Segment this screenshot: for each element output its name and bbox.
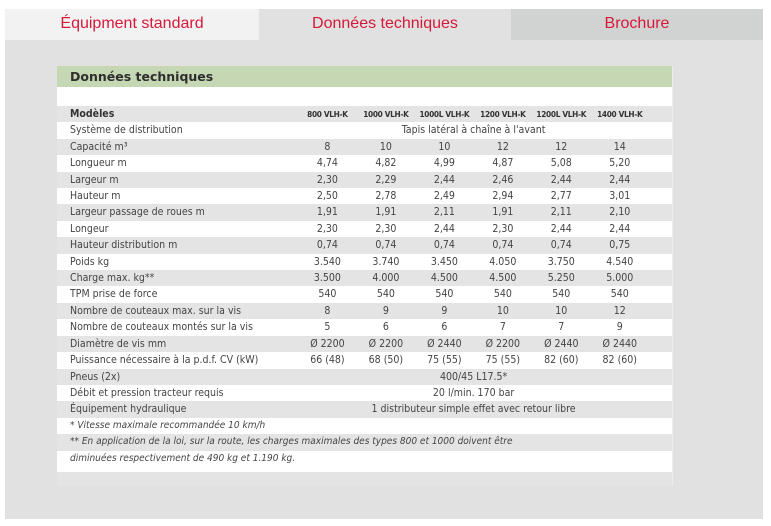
spacer: [649, 352, 672, 368]
card-title: Données techniques: [57, 66, 672, 87]
row-value: 0,74: [298, 237, 356, 253]
row-value: 2,78: [375, 190, 397, 203]
row-value: Ø 2440: [591, 336, 649, 352]
model-header: 1400 VLH-K: [591, 106, 649, 122]
model-header: 1000L VLH-K: [415, 106, 473, 122]
row-value: Ø 2440: [532, 336, 590, 352]
tab-bar: [5, 9, 763, 40]
row-value: 4,87: [492, 157, 514, 170]
row-value: 12: [532, 139, 590, 155]
spec-table: [57, 106, 672, 467]
row-value: 4.500: [474, 270, 532, 286]
spacer: [649, 303, 672, 319]
row-value: 4,82: [375, 157, 397, 170]
row-value: 75 (55): [485, 354, 521, 367]
spacer: [649, 254, 672, 270]
row-label: Longueur m: [70, 157, 127, 170]
row-label: Charge max. kg**: [57, 270, 298, 286]
table-row: [57, 336, 672, 352]
row-value: 2,30: [316, 222, 338, 235]
row-value: 6: [382, 321, 389, 334]
row-value-span: Tapis latéral à chaîne à l'avant: [401, 124, 546, 137]
row-value: 4.000: [357, 270, 415, 286]
table-row: [57, 139, 672, 155]
spacer: [649, 106, 672, 122]
row-value: 82 (60): [602, 354, 637, 367]
table-row: [57, 155, 672, 171]
row-value: 4.050: [489, 255, 517, 268]
row-value: 2,44: [550, 222, 572, 235]
row-value: 82 (60): [544, 354, 579, 367]
spacer: [649, 286, 672, 302]
table-row: [57, 221, 672, 237]
row-value: 8: [298, 139, 356, 155]
spacer: [649, 155, 672, 171]
row-value: 9: [616, 321, 623, 334]
tab-technical-data[interactable]: Données techniques: [259, 9, 511, 40]
spacer: [649, 221, 672, 237]
row-value: 540: [552, 288, 571, 301]
row-value: 540: [376, 288, 395, 301]
row-value: 2,30: [492, 222, 514, 235]
row-value: 5: [324, 321, 331, 334]
row-value: 8: [298, 303, 356, 319]
row-value: 3.500: [298, 270, 356, 286]
row-value: 540: [435, 288, 454, 301]
models-label: Modèles: [57, 106, 298, 122]
row-value: 0,74: [415, 237, 473, 253]
table-row: [57, 385, 672, 401]
table-row: [57, 122, 672, 138]
table-row: [57, 254, 672, 270]
tab-equipment-standard[interactable]: Équipment standard: [5, 9, 259, 40]
row-value: 2,46: [474, 172, 532, 188]
row-value: 5,20: [609, 157, 631, 170]
row-value: 540: [318, 288, 337, 301]
row-label: Hauteur distribution m: [57, 237, 298, 253]
model-header: 1200L VLH-K: [532, 106, 590, 122]
table-row: [57, 352, 672, 368]
row-label: Puissance nécessaire à la p.d.f. CV (kW): [70, 354, 259, 367]
row-value: 2,94: [492, 190, 514, 203]
row-value: 0,74: [357, 237, 415, 253]
row-label: Système de distribution: [70, 124, 183, 137]
row-value: 10: [357, 139, 415, 155]
row-value: 2,11: [415, 204, 473, 220]
row-value-span: 1 distributeur simple effet avec retour libre: [298, 401, 649, 417]
spacer: [649, 319, 672, 335]
row-value: 2,49: [433, 190, 455, 203]
row-value: 5.250: [532, 270, 590, 286]
row-value: 2,44: [532, 172, 590, 188]
row-label: Équipement hydraulique: [57, 401, 298, 417]
spacer: [649, 336, 672, 352]
table-row: [57, 401, 672, 417]
row-value: Ø 2200: [357, 336, 415, 352]
row-value: Ø 2200: [474, 336, 532, 352]
table-header-row: [57, 106, 672, 122]
row-value: 2,30: [298, 172, 356, 188]
table-row: [57, 270, 672, 286]
model-header: 1200 VLH-K: [474, 106, 532, 122]
row-label: Longeur: [70, 222, 109, 235]
row-value: 0,74: [532, 237, 590, 253]
footnote: ** En application de la loi, sur la route, les charges maximales des types 800 et 1000 doivent être: [57, 434, 672, 450]
row-value: 10: [415, 139, 473, 155]
row-label: Nombre de couteaux montés sur la vis: [70, 321, 253, 334]
spacer: [649, 172, 672, 188]
row-value: 4.540: [606, 255, 634, 268]
spacer: [649, 401, 672, 417]
table-row: [57, 188, 672, 204]
spacer: [649, 122, 672, 138]
row-label: Hauteur m: [70, 190, 121, 203]
row-value: 3.750: [547, 255, 575, 268]
row-value: 2,44: [415, 172, 473, 188]
footnote-row: [57, 451, 672, 467]
row-value: 3,01: [609, 190, 631, 203]
row-label: Nombre de couteaux max. sur la vis: [57, 303, 298, 319]
row-value: 3.740: [372, 255, 400, 268]
row-label: Pneus (2x): [57, 369, 298, 385]
row-value-span: 400/45 L17.5*: [298, 369, 649, 385]
card-footer-bar: [57, 472, 672, 486]
technical-data-card: [57, 66, 673, 486]
row-value: 3.450: [430, 255, 458, 268]
row-value: 0,74: [474, 237, 532, 253]
row-label: Largeur m: [57, 172, 298, 188]
row-value: 2,10: [591, 204, 649, 220]
tab-brochure[interactable]: Brochure: [511, 9, 763, 40]
footnote: diminuées respectivement de 490 kg et 1.190 kg.: [70, 452, 296, 464]
row-value: 2,29: [357, 172, 415, 188]
row-value: 12: [474, 139, 532, 155]
row-value: 14: [591, 139, 649, 155]
row-value: 2,30: [375, 222, 397, 235]
row-value: 1,91: [474, 204, 532, 220]
model-header: 800 VLH-K: [298, 106, 356, 122]
spacer: [649, 188, 672, 204]
row-label: Débit et pression tracteur requis: [70, 386, 224, 399]
row-value: 7: [558, 321, 565, 334]
row-value: 5.000: [591, 270, 649, 286]
row-value: 68 (50): [368, 354, 404, 367]
row-value: 7: [499, 321, 506, 334]
footnote: * Vitesse maximale recommandée 10 km/h: [70, 419, 266, 431]
spacer: [649, 237, 672, 253]
table-row: [57, 286, 672, 302]
spacer: [649, 385, 672, 401]
row-value: Ø 2200: [298, 336, 356, 352]
row-value: 2,77: [550, 190, 572, 203]
row-value: 540: [610, 288, 629, 301]
spacer: [649, 204, 672, 220]
row-value-span: 20 l/min. 170 bar: [432, 386, 515, 399]
row-label: Largeur passage de roues m: [57, 204, 298, 220]
table-row: [57, 369, 672, 385]
row-value: 2,44: [433, 222, 455, 235]
table-row: [57, 204, 672, 220]
row-value: 75 (55): [427, 354, 462, 367]
row-label: Capacité m³: [57, 139, 298, 155]
row-value: 5,08: [550, 157, 572, 170]
row-value: 2,44: [591, 172, 649, 188]
row-value: 2,44: [609, 222, 631, 235]
row-value: 66 (48): [310, 354, 345, 367]
table-row: [57, 237, 672, 253]
row-value: 9: [357, 303, 415, 319]
table-row: [57, 303, 672, 319]
table-row: [57, 172, 672, 188]
row-value: 4,74: [316, 157, 338, 170]
row-value: Ø 2440: [415, 336, 473, 352]
row-label: TPM prise de force: [70, 288, 158, 301]
row-value: 0,75: [591, 237, 649, 253]
tab-panel: [5, 40, 763, 519]
row-value: 1,91: [357, 204, 415, 220]
row-value: 6: [441, 321, 448, 334]
spacer: [649, 270, 672, 286]
row-value: 2,50: [316, 190, 338, 203]
row-value: 10: [474, 303, 532, 319]
footnote-row: [57, 418, 672, 434]
spacer: [649, 369, 672, 385]
model-header: 1000 VLH-K: [357, 106, 415, 122]
table-row: [57, 319, 672, 335]
row-value: 12: [591, 303, 649, 319]
row-value: 4.500: [415, 270, 473, 286]
row-label: Diamètre de vis mm: [57, 336, 298, 352]
row-value: 540: [493, 288, 512, 301]
row-value: 2,11: [532, 204, 590, 220]
row-label: Poids kg: [70, 255, 110, 268]
row-value: 10: [532, 303, 590, 319]
spacer: [649, 139, 672, 155]
row-value: 9: [415, 303, 473, 319]
row-value: 1,91: [298, 204, 356, 220]
footnote-row: [57, 434, 672, 450]
row-value: 3.540: [313, 255, 341, 268]
row-value: 4,99: [433, 157, 455, 170]
